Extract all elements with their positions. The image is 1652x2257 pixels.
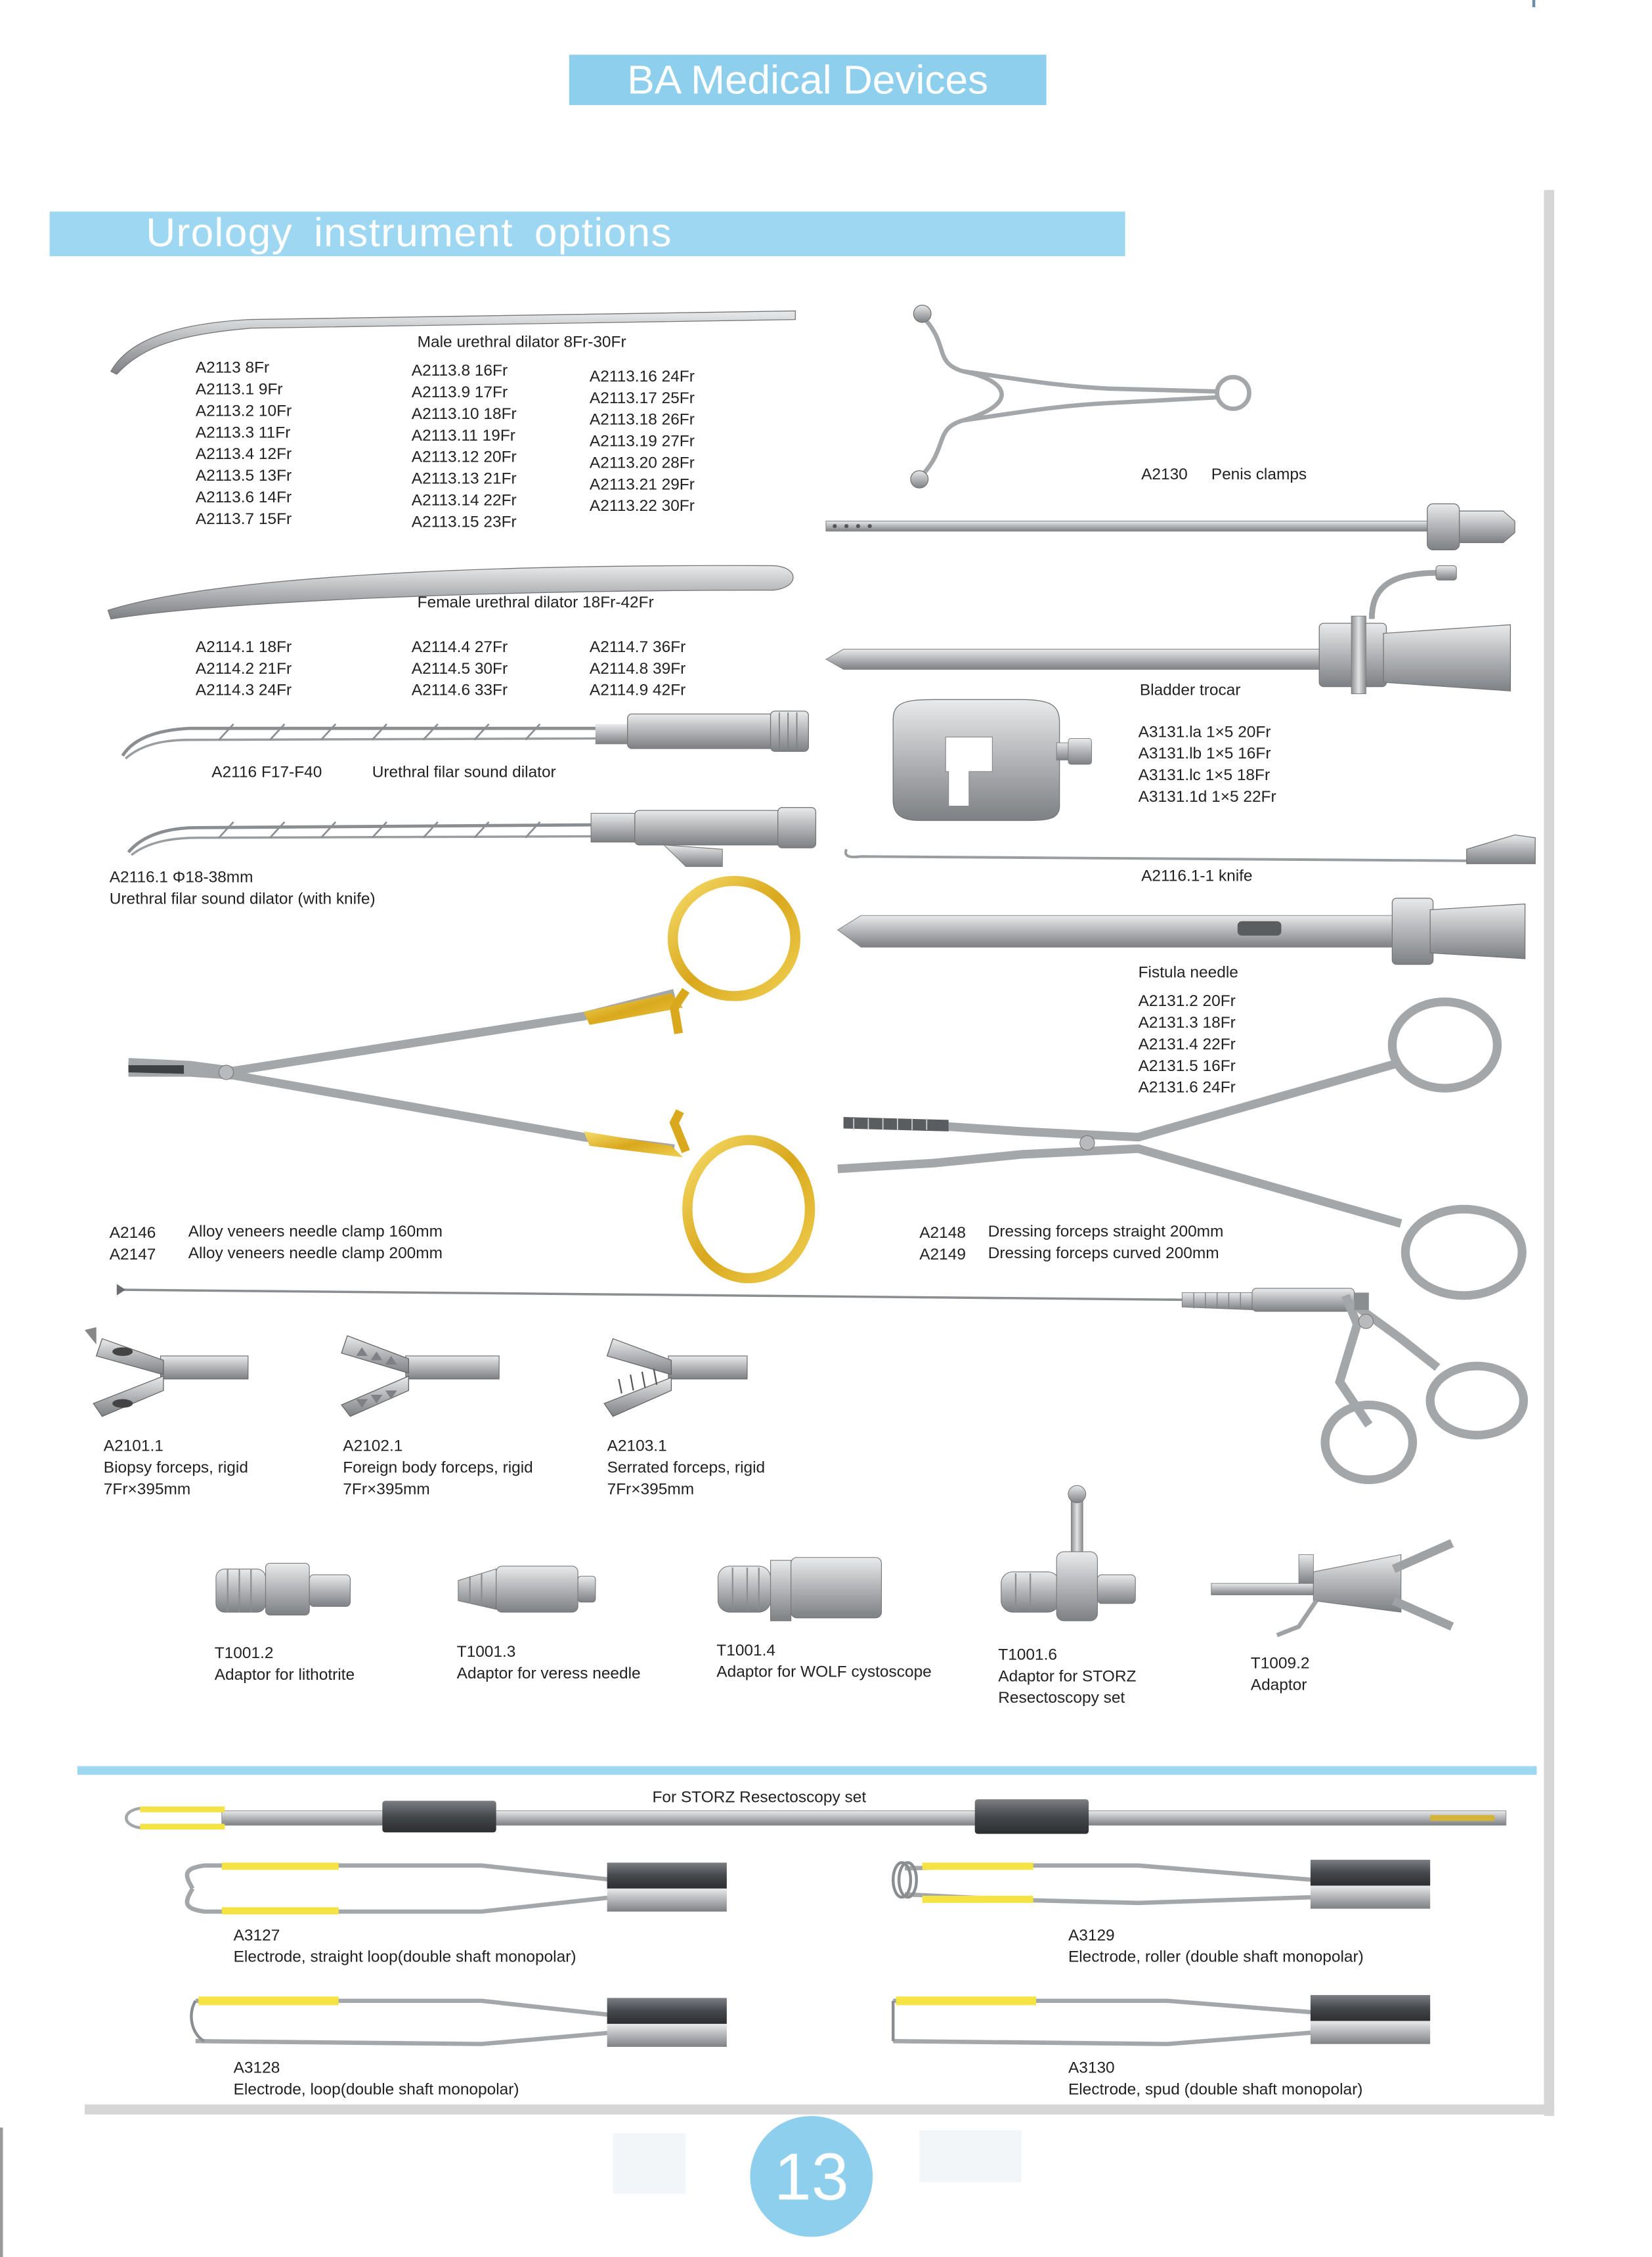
item-name: Serrated forceps, rigid [607, 1459, 766, 1477]
size-entry: A2113.7 15Fr [195, 511, 292, 529]
item-code: A2102.1 [343, 1437, 403, 1456]
male-dilator-col3 [590, 367, 695, 518]
size-entry: A2114.2 21Fr [195, 661, 292, 678]
item-size: 7Fr×395mm [103, 1481, 191, 1499]
item-code: T1001.4 [716, 1642, 776, 1660]
bladder-trocar-name: Bladder trocar [1139, 682, 1241, 700]
fistula-needle-image [838, 898, 1525, 965]
size-entry: A2113.3 11Fr [195, 424, 291, 442]
size-entry: A3131.la 1×5 20Fr [1138, 724, 1271, 741]
needle-clamp-name-1: Alloy veneers needle clamp 160mm [188, 1223, 443, 1241]
needle-clamp-code-1: A2146 [109, 1225, 156, 1242]
size-entry: A2113.4 12Fr [195, 446, 292, 464]
female-dilator-col1 [196, 638, 292, 703]
item-code: T1001.6 [998, 1646, 1057, 1664]
knife-label: A2116.1-1 knife [1141, 867, 1253, 886]
size-entry: A2114.6 33Fr [411, 682, 508, 700]
adaptor-item-wolf [716, 1641, 931, 1684]
size-entry: A2113.17 25Fr [589, 390, 695, 408]
size-entry: A2113.8 16Fr [411, 362, 508, 380]
item-name: Electrode, straight loop(double shaft monopolar) [233, 1948, 576, 1967]
cannula-image [826, 504, 1515, 550]
size-entry: A3131.lc 1×5 18Fr [1138, 767, 1271, 785]
size-entry: A2131.3 18Fr [1138, 1015, 1236, 1032]
filar-sound-code: A2116 F17-F40 [211, 764, 322, 782]
size-entry: A2113.16 24Fr [589, 368, 695, 386]
item-name: Adaptor for STORZ [998, 1668, 1137, 1686]
size-entry: A2113.18 26Fr [589, 411, 695, 429]
size-entry: A2113 8Fr [195, 360, 270, 378]
serrated-forceps-jaw-image [604, 1339, 747, 1416]
item-name: Adaptor for veress needle [456, 1665, 641, 1683]
rigid-forceps-long-image [117, 1284, 1524, 1479]
adaptor-item-lithotrite [215, 1644, 355, 1687]
item-code: A3130 [1068, 2059, 1115, 2078]
electrode-a3128-image [191, 1996, 726, 2047]
size-entry: A2131.5 16Fr [1138, 1058, 1236, 1076]
forceps-item-serrated [607, 1437, 766, 1502]
bladder-trocar-items [1139, 722, 1276, 809]
size-entry: A2113.13 21Fr [411, 470, 517, 489]
item-size: 7Fr×395mm [607, 1481, 695, 1499]
page-footer-decoration [613, 2134, 685, 2194]
size-entry: A2114.4 27Fr [411, 639, 508, 657]
dressing-forceps-name-2: Dressing forceps curved 200mm [988, 1245, 1219, 1263]
item-size: 7Fr×395mm [343, 1481, 430, 1499]
item-code: A3128 [233, 2059, 280, 2078]
adaptor-item-t1009 [1251, 1654, 1310, 1698]
filar-sound-dilator-image [123, 711, 809, 758]
male-dilator-title: Male urethral dilator 8Fr-30Fr [417, 334, 626, 351]
size-entry: A2113.20 28Fr [589, 454, 695, 472]
female-dilator-col2 [412, 638, 508, 703]
adaptor-wolf-image [718, 1558, 882, 1621]
dressing-forceps-code-1: A2148 [919, 1225, 966, 1242]
item-name: Electrode, loop(double shaft monopolar) [233, 2081, 519, 2099]
fistula-needle-items [1139, 992, 1236, 1099]
foreign-body-forceps-jaw-image [341, 1336, 499, 1416]
dressing-forceps-name-1: Dressing forceps straight 200mm [988, 1223, 1224, 1241]
item-name: Adaptor [1250, 1676, 1307, 1694]
adaptor-item-storz [998, 1645, 1136, 1710]
item-name: Electrode, roller (double shaft monopolar) [1068, 1948, 1364, 1967]
item-name-2: Resectoscopy set [998, 1690, 1125, 1707]
size-entry: A2113.2 10Fr [195, 403, 292, 421]
resectoscopy-title: For STORZ Resectoscopy set [652, 1789, 867, 1807]
size-entry: A3131.lb 1×5 16Fr [1138, 745, 1271, 763]
size-entry: A2114.8 39Fr [589, 661, 686, 678]
fistula-needle-name: Fistula needle [1138, 964, 1238, 982]
filar-sound-name: Urethral filar sound dilator [372, 764, 556, 782]
item-code: T1009.2 [1250, 1655, 1310, 1673]
size-entry: A2113.19 27Fr [589, 433, 695, 451]
item-code: A3127 [233, 1927, 280, 1945]
male-dilator-col1 [196, 359, 292, 531]
size-entry: A2114.5 30Fr [411, 661, 508, 678]
size-entry: A3131.1d 1×5 22Fr [1138, 789, 1276, 806]
brand-header: BA Medical Devices [569, 55, 1047, 105]
page-number: 13 [750, 2116, 873, 2237]
size-entry: A2113.5 13Fr [195, 468, 292, 485]
adaptor-item-veress [457, 1642, 641, 1686]
adaptor-storz-image [1001, 1485, 1135, 1621]
biopsy-forceps-jaw-image [85, 1327, 248, 1416]
item-name: Biopsy forceps, rigid [103, 1459, 248, 1477]
penis-clamps-code: A2130 [1141, 466, 1188, 484]
male-dilator-col2 [412, 361, 517, 534]
needle-clamp-name-2: Alloy veneers needle clamp 200mm [188, 1245, 443, 1263]
size-entry: A2113.15 23Fr [411, 514, 517, 531]
electrode-item-a3130 [1068, 2059, 1363, 2102]
size-entry: A2113.21 29Fr [589, 476, 695, 494]
filar-knife-code: A2116.1 Φ18-38mm [109, 869, 253, 887]
electrode-item-a3127 [234, 1926, 576, 1969]
item-name: Foreign body forceps, rigid [343, 1459, 533, 1477]
size-entry: A2114.1 18Fr [195, 639, 292, 657]
item-code: A2103.1 [607, 1437, 667, 1456]
size-entry: A2131.4 22Fr [1138, 1036, 1236, 1054]
dressing-forceps-code-2: A2149 [919, 1246, 966, 1264]
size-entry: A2113.9 17Fr [411, 384, 508, 402]
item-code: A3129 [1068, 1927, 1115, 1945]
filar-knife-name: Urethral filar sound dilator (with knife) [109, 890, 376, 909]
size-entry: A2113.12 20Fr [411, 449, 517, 467]
adaptor-veress-image [458, 1566, 596, 1612]
section-divider [77, 1766, 1537, 1775]
size-entry: A2114.9 42Fr [589, 682, 686, 700]
size-entry: A2131.6 24Fr [1138, 1079, 1236, 1097]
page-footer-decoration [919, 2130, 1022, 2182]
page-edge-line [0, 2128, 3, 2257]
size-entry: A2131.2 20Fr [1138, 993, 1236, 1011]
electrode-a3127-image [187, 1862, 727, 1914]
size-entry: A2113.10 18Fr [411, 406, 517, 424]
forceps-item-biopsy [104, 1437, 248, 1502]
size-entry: A2113.1 9Fr [195, 381, 283, 399]
size-entry: A2113.6 14Fr [195, 489, 292, 507]
adaptor-lithotrite-image [216, 1564, 350, 1615]
item-code: A2101.1 [103, 1437, 163, 1456]
item-name: Adaptor for WOLF cystoscope [716, 1663, 932, 1682]
penis-clamps-image [911, 305, 1250, 488]
forceps-item-foreign-body [343, 1437, 533, 1502]
female-dilator-title: Female urethral dilator 18Fr-42Fr [417, 594, 654, 612]
size-entry: A2113.14 22Fr [411, 492, 517, 510]
electrode-item-a3128 [234, 2059, 519, 2102]
size-entry: A2114.3 24Fr [195, 682, 292, 700]
item-name: Electrode, spud (double shaft monopolar) [1068, 2081, 1363, 2099]
filar-sound-dilator-knife-image [129, 808, 816, 867]
item-name: Adaptor for lithotrite [214, 1667, 355, 1684]
trocar-holder-image [893, 699, 1091, 820]
penis-clamps-name: Penis clamps [1211, 466, 1307, 484]
female-dilator-col3 [590, 638, 685, 703]
electrode-a3129-image [893, 1860, 1430, 1909]
knife-image [846, 835, 1535, 864]
section-title: Urology instrument options [50, 211, 1125, 256]
item-code: T1001.3 [456, 1644, 516, 1661]
electrode-a3130-image [893, 1995, 1430, 2044]
needle-clamp-code-2: A2147 [109, 1246, 156, 1264]
bladder-trocar-image [826, 565, 1510, 693]
adaptor-t1009-image [1211, 1543, 1452, 1635]
size-entry: A2114.7 36Fr [589, 639, 686, 657]
size-entry: A2113.11 19Fr [411, 427, 515, 445]
item-code: T1001.2 [214, 1645, 274, 1663]
needle-clamp-image [129, 881, 810, 1279]
size-entry: A2113.22 30Fr [589, 498, 695, 515]
electrode-item-a3129 [1068, 1926, 1364, 1969]
